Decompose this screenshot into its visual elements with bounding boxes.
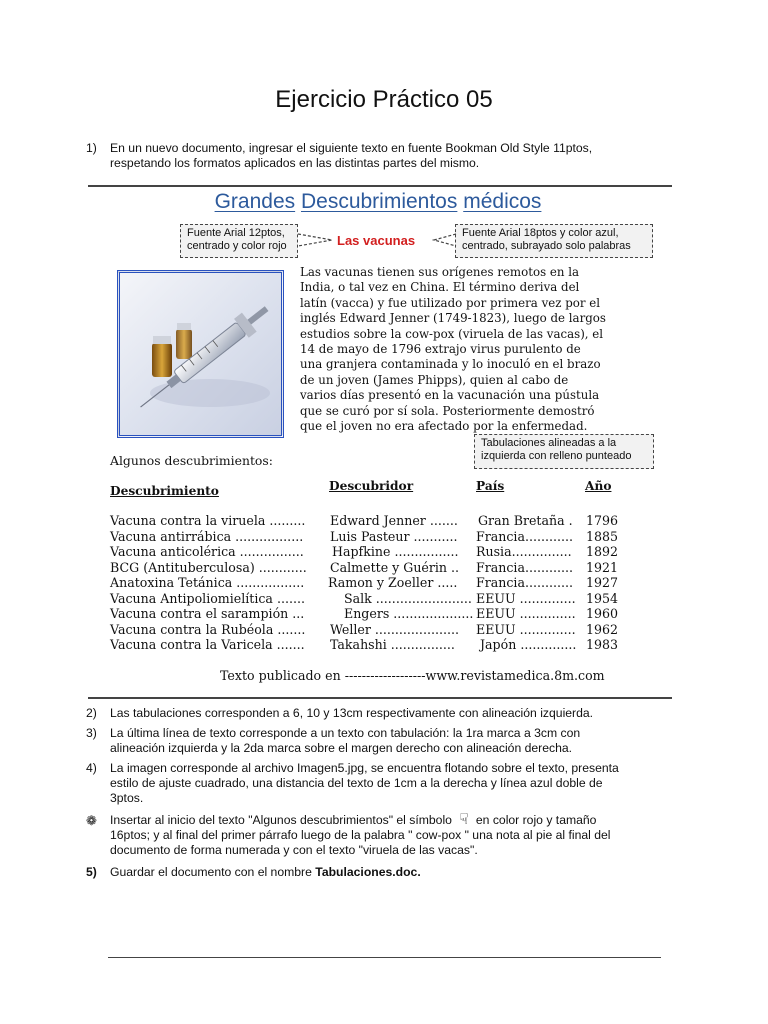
instruction-4-number: 4) xyxy=(86,761,97,775)
header-descubridor: Descubridor xyxy=(329,479,414,493)
page-bottom-rule xyxy=(108,957,661,958)
callout-arial-18 xyxy=(455,224,653,258)
instruction-1-number: 1) xyxy=(86,141,97,155)
cell-country: Gran Bretaña . xyxy=(478,513,573,528)
cell-discoverer: Luis Pasteur ........... xyxy=(330,528,458,544)
cell-country: EEUU .............. xyxy=(476,590,576,606)
instruction-4-text xyxy=(110,761,660,806)
instruction-5-lead: Guardar el documento con el nombre xyxy=(110,865,316,879)
syringe-icon xyxy=(120,273,281,435)
header-descubrimiento: Descubrimiento xyxy=(110,484,219,498)
cell-year: 1983 xyxy=(586,637,619,652)
cell-discovery: Vacuna contra la viruela ......... xyxy=(110,513,306,528)
hand-pointing-icon: ☟ xyxy=(459,811,469,828)
callout-line: Fuente Arial 12ptos, xyxy=(187,227,285,239)
cell-discovery: Vacuna antirrábica ................. xyxy=(110,528,304,544)
published-footer: Texto publicado en -------------------www.revistamedica.8m.com xyxy=(220,668,605,683)
instruction-line: La imagen corresponde al archivo Imagen5.jpg, se encuentra flotando sobre el texto, presenta xyxy=(110,761,619,775)
intro-text: Algunos descubrimientos: xyxy=(110,453,273,468)
instruction-line: Las tabulaciones corresponden a 6, 10 y 13cm respectivamente con alineación izquierda. xyxy=(110,706,594,720)
cell-discoverer: Edward Jenner ....... xyxy=(330,513,458,528)
instruction-line: alineación izquierda y la 2da marca sobre el margen derecho con alineación derecha. xyxy=(110,741,573,755)
instruction-line: en color rojo y tamaño xyxy=(475,813,597,827)
instruction-1-text xyxy=(110,141,670,171)
cell-country: EEUU .............. xyxy=(476,621,576,637)
instruction-2-number: 2) xyxy=(86,706,97,720)
paragraph-line: 14 de mayo de 1796 extrajo virus purulento de xyxy=(300,342,581,357)
callout-line: Tabulaciones alineadas a la xyxy=(481,437,617,449)
instruction-1-line: respetando los formatos aplicados en las distintas partes del mismo. xyxy=(110,156,480,170)
cell-discovery: Vacuna contra la Rubéola ....... xyxy=(110,621,306,637)
callout-line: centrado y color rojo xyxy=(187,240,287,252)
paragraph-line: inglés Edward Jenner (1749-1823), luego de largos xyxy=(300,311,606,326)
cell-discovery: Vacuna Antipoliomielítica ....... xyxy=(110,590,305,606)
cell-year: 1962 xyxy=(586,621,619,637)
instruction-3-text xyxy=(110,726,660,756)
callout-tabulaciones xyxy=(474,434,654,469)
instruction-5-filename: Tabulaciones.doc. xyxy=(315,865,421,879)
heading-word: médicos xyxy=(463,190,542,213)
cell-year: 1927 xyxy=(586,575,619,590)
instruction-line: estilo de ajuste cuadrado, una distancia del texto de 1cm a la derecha y línea azul doble de xyxy=(110,776,603,790)
callout-line: Fuente Arial 18ptos y color azul, xyxy=(462,227,619,239)
table-row xyxy=(110,591,670,607)
instruction-5-text xyxy=(110,865,660,880)
heading-word: Descubrimientos xyxy=(300,190,458,213)
cell-discoverer: Weller ..................... xyxy=(330,621,459,637)
cell-country: Rusia............... xyxy=(476,544,572,559)
cell-discoverer: Salk ........................ xyxy=(344,590,472,606)
cell-discovery: BCG (Antituberculosa) ............ xyxy=(110,559,307,575)
header-pais: País xyxy=(476,479,505,493)
table-row xyxy=(110,544,670,560)
instruction-line: Insertar al inicio del texto "Algunos descubrimientos" el símbolo xyxy=(110,813,452,827)
table-row xyxy=(110,637,670,653)
instruction-line: documento de forma numerada y con el texto "viruela de las vacas". xyxy=(110,843,478,857)
page-title: Ejercicio Práctico 05 xyxy=(275,86,493,113)
cell-discoverer: Calmette y Guérin .. xyxy=(330,559,460,575)
cell-year: 1892 xyxy=(586,544,619,559)
sample-top-rule xyxy=(88,185,672,187)
cell-year: 1885 xyxy=(586,528,619,544)
paragraph-line: Las vacunas tienen sus orígenes remotos en la xyxy=(300,265,580,279)
paragraph-line: de un joven (James Phipps), quien al cabo de xyxy=(300,372,569,387)
instruction-3-number: 3) xyxy=(86,726,97,740)
paragraph-line: estudios sobre la cow-pox (viruela de las vacas), el xyxy=(300,326,604,341)
cell-discoverer: Takahshi ................ xyxy=(330,637,455,652)
callout-arial-12 xyxy=(180,224,298,258)
paragraph-line: latín (vacca) y fue utilizado por primera vez por el xyxy=(300,295,600,310)
paragraph-line: que se curó por sí sola. Posteriormente demostró xyxy=(300,403,595,418)
cell-discovery: Vacuna anticolérica ................ xyxy=(110,544,304,559)
instruction-line: 16ptos; y al final del primer párrafo luego de la palabra " cow-pox " una nota al pie al final del xyxy=(110,828,611,842)
instruction-line: La última línea de texto corresponde a un texto con tabulación: la 1ra marca a 3cm con xyxy=(110,726,581,740)
instruction-5-number: 5) xyxy=(86,865,97,879)
instruction-line: 3ptos. xyxy=(110,791,144,805)
table-row xyxy=(110,622,670,638)
paragraph-line: India, o tal vez en China. El término deriva del xyxy=(300,280,580,295)
paragraph-line: una granjera contaminada y lo inoculó en el brazo xyxy=(300,357,601,372)
sample-heading xyxy=(88,190,668,214)
instruction-1-line: En un nuevo documento, ingresar el siguiente texto en fuente Bookman Old Style 11ptos, xyxy=(110,141,593,155)
table-row xyxy=(110,513,670,529)
table-row xyxy=(110,606,670,622)
cell-discovery: Vacuna contra el sarampión ... xyxy=(110,606,305,621)
instruction-2-text xyxy=(110,706,660,721)
header-anio: Año xyxy=(585,479,612,493)
table-row xyxy=(110,560,670,576)
cell-country: Francia............ xyxy=(476,559,574,575)
cell-country: EEUU .............. xyxy=(476,606,576,621)
sample-bottom-rule xyxy=(88,697,672,699)
cell-year: 1960 xyxy=(586,606,619,621)
cell-year: 1921 xyxy=(586,559,619,575)
flower-bullet-icon: ❁ xyxy=(86,813,97,828)
cell-discovery: Anatoxina Tetánica ................. xyxy=(110,575,305,590)
instruction-symbol-text xyxy=(110,812,660,858)
cell-discoverer: Ramon y Zoeller ..... xyxy=(328,575,458,590)
callout-line: izquierda con relleno punteado xyxy=(481,450,632,462)
callout-pointer-left xyxy=(296,232,336,248)
table-row xyxy=(110,575,670,591)
cell-discoverer: Hapfkine ................ xyxy=(332,544,459,559)
syringe-image xyxy=(117,270,284,438)
callout-line: centrado, subrayado solo palabras xyxy=(462,240,631,252)
heading-word: Grandes xyxy=(214,190,296,213)
cell-year: 1954 xyxy=(586,590,619,606)
cell-country: Japón .............. xyxy=(480,637,577,652)
table-row xyxy=(110,529,670,545)
cell-year: 1796 xyxy=(586,513,619,528)
cell-discoverer: Engers .................... xyxy=(344,606,474,621)
cell-discovery: Vacuna contra la Varicela ....... xyxy=(110,637,305,652)
callout-pointer-right xyxy=(432,232,458,248)
paragraph-line: varios días presentó en la vacunación una pústula xyxy=(300,388,600,403)
vacunas-paragraph xyxy=(300,265,660,434)
paragraph-line: que el joven no era afectado por la enfermedad. xyxy=(300,419,588,434)
cell-country: Francia............ xyxy=(476,528,574,544)
cell-country: Francia............ xyxy=(476,575,574,590)
subheading-las-vacunas: Las vacunas xyxy=(337,233,416,248)
